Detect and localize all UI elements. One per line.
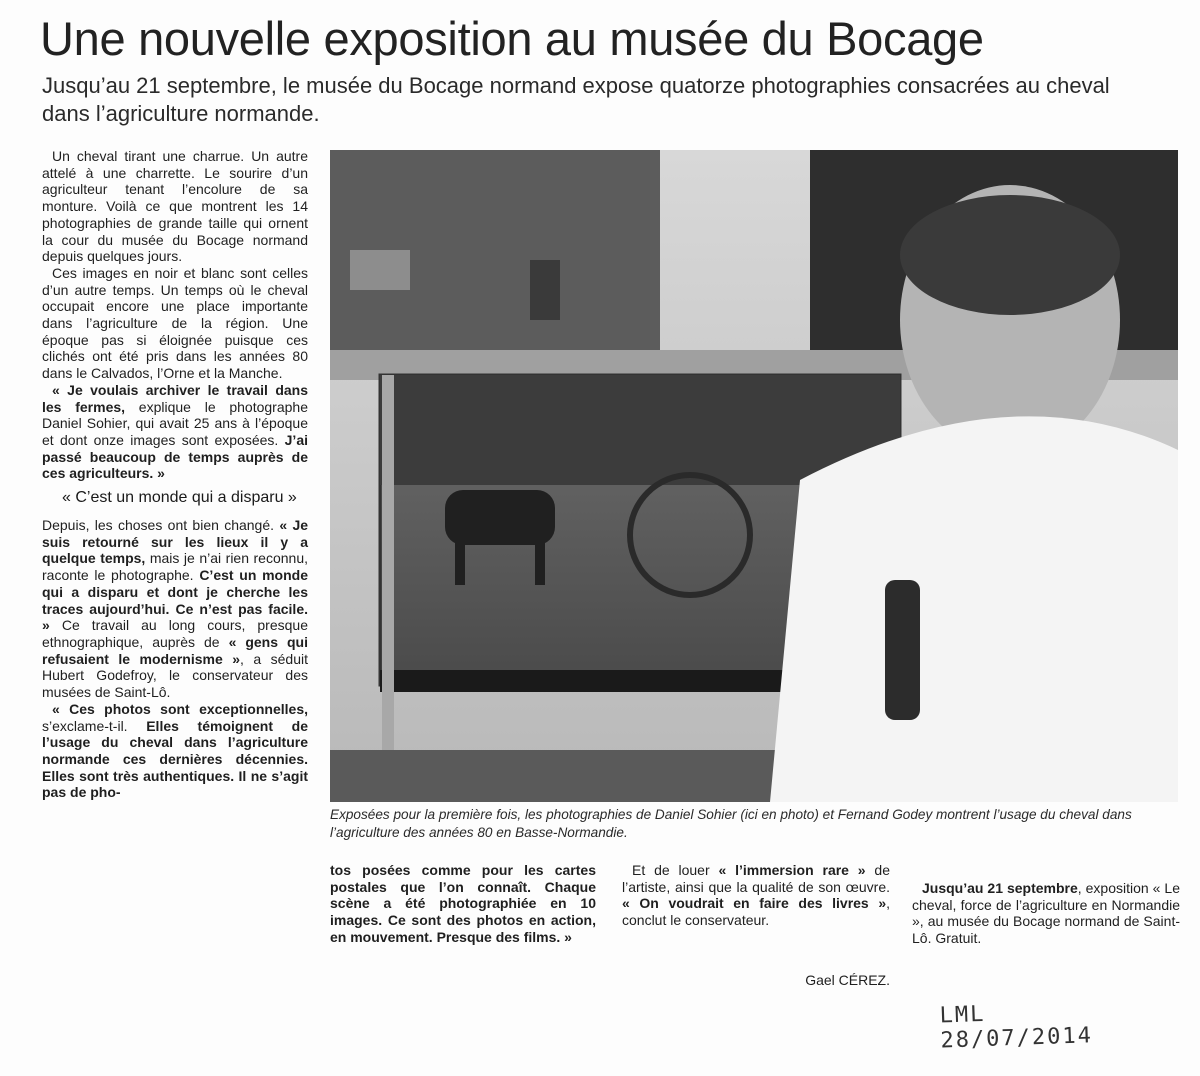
photo-illustration [330,150,1178,802]
paragraph [42,382,308,482]
quote-bold: « l’immersion rare » [718,862,866,878]
paragraph: Un cheval tirant une charrue. Un autre attelé à une charrette. Le sourire d’un agriculteur tenant l’encolure de sa monture. Voilà ce que montrent les 14 photographies de grande taille qui ornent la cour du musée du Bocage normand depuis quelques jours. [42,148,308,265]
column-2 [330,862,596,946]
paragraph [42,701,308,801]
quote-bold: « Je voulais archiver le travail dans les fermes, [42,381,308,415]
text: Ce travail au long cours, presque ethnographique, auprès de [42,617,308,650]
quote-bold: « Ces photos sont exceptionnelles, [52,700,308,717]
subheading: « C’est un monde qui a disparu » [62,489,297,507]
paragraph: Ces images en noir et blanc sont celles d’un autre temps. Un temps où le cheval occupait encore une place importante dans l’agriculture de la région. Une époque pas si éloignée puisque ces clichés ont été pris dans les années 80 dans le Calvados, l’Orne et la Manche. [42,264,308,382]
handwritten-note: LML 28/07/2014 [939,1001,1094,1054]
text: Et de louer [632,862,719,878]
quote-bold: « Je suis retourné sur les lieux il y a quelque temps, [42,517,309,567]
paragraph [622,862,890,929]
paragraph [42,517,308,701]
text: , a séduit Hubert Godefroy, le conservateur des musées de Saint-Lô. [42,650,308,701]
text: Depuis, les choses ont bien changé. [42,517,280,534]
column-4 [912,880,1180,947]
column-3 [622,862,890,929]
text: mais je n’ai rien reconnu, raconte le photographe. [42,550,309,584]
article-title: Une nouvelle exposition au musée du Bocage [40,12,984,65]
quote-bold: « gens qui refusaient le modernisme » [42,633,309,667]
text: s’exclame-t-il. [42,717,147,734]
article-lead: Jusqu’au 21 septembre, le musée du Bocage normand expose quatorze photographies consacrées au cheval dans l’agriculture normande. [42,73,1110,126]
text: explique le photographe Daniel Sohier, qui avait 25 ans à l’époque et dont onze images sont exposées. [42,398,308,448]
text: , conclut le conservateur. [622,895,890,929]
quote-bold: Elles témoignent de l’usage du cheval dans l’agriculture normande ces dernières décennies. Elles sont très authentiques. Il ne s’agit pas de pho- [42,717,308,801]
photo-caption: Exposées pour la première fois, les photographies de Daniel Sohier (ici en photo) et Fernand Godey montrent l’usage du cheval dans l’agriculture des années 80 en Basse-Normandie. [330,807,1132,840]
text: de l’artiste, ainsi que la qualité de son œuvre. [622,862,891,895]
quote-bold: tos posées comme pour les cartes postales que l’on connaît. Chaque scène a été photographiée en 10 images. Ce sont des photos en action, en mouvement. Presque des films. » [330,862,596,945]
quote-bold: C’est un monde qui a disparu et dont je cherche les traces aujourd’hui. Ce n’est pas facile. » [42,567,309,634]
column-1 [42,148,308,801]
quote-bold: J’ai passé beaucoup de temps auprès de ces agriculteurs. » [42,431,308,482]
author-signature: Gael CÉREZ. [805,972,890,988]
paragraph [912,880,1180,947]
quote-bold: « On voudrait en faire des livres » [622,895,887,912]
text: , exposition « Le cheval, force de l’agriculture en Normandie », au musée du Bocage normand de Saint-Lô. Gratuit. [912,880,1180,947]
paragraph [330,862,596,946]
article-photo [330,150,1178,802]
date-bold: Jusqu’au 21 septembre [922,880,1078,896]
